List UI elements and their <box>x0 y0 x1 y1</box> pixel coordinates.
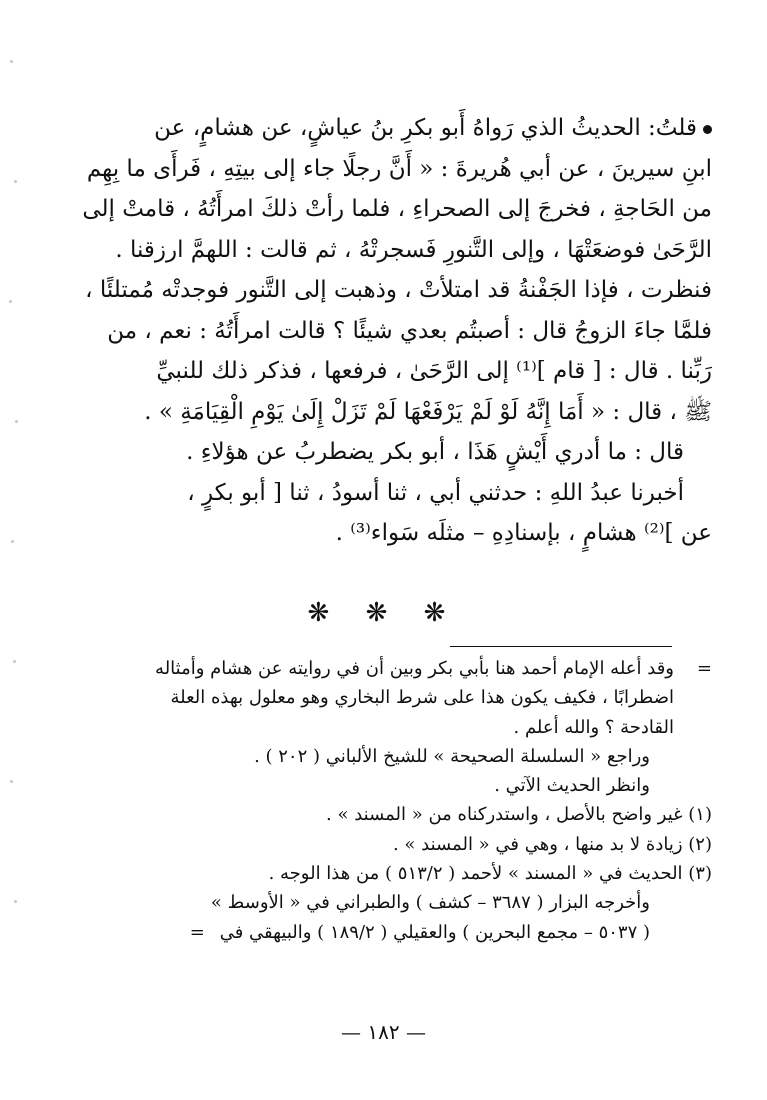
footnote-line: ( ٥٠٣٧ – مجمع البحرين ) والعقيلي ( ١٨٩/٢ ) والبيهقي في= <box>82 918 712 947</box>
paper-speck <box>9 300 12 303</box>
text-line: عن ]⁽²⁾ هشامٍ ، بإسنادِهِ – مثلَه سَواء⁽³⁾ . <box>335 520 712 546</box>
footnote-line: =وقد أعله الإمام أحمد هنا بأبي بكر وبين أن في روايته عن هشام وأمثاله <box>82 654 712 683</box>
paper-speck <box>15 420 18 423</box>
text-line: ابنِ سيرينَ ، عن أبي هُريرةَ : « أَنَّ رجلًا جاء إلى بيتِهِ ، فَرأَى ما بِهِم <box>86 155 712 182</box>
footnote-line: القادحة ؟ والله أعلم . <box>513 716 674 738</box>
paper-speck <box>14 900 17 903</box>
footnote-item: (١) غير واضح بالأصل ، واستدركناه من « المسند » . <box>326 804 712 826</box>
paper-speck <box>14 180 17 183</box>
section-separator: ❋ ❋ ❋ <box>307 598 460 628</box>
footnote-rule <box>450 646 672 647</box>
footnote-line: وأخرجه البزار ( ٣٦٨٧ – كشف ) والطبراني في « الأوسط » <box>210 892 650 914</box>
text-line: قال : ما أدري أَيْشٍ هَذَا ، أبو بكر يضطربُ عن هؤلاءِ . <box>186 439 684 465</box>
footnote-item: (٣) الحديث في « المسند » لأحمد ( ٥١٣/٢ ) من هذا الوجه . <box>268 863 712 885</box>
text-line: من الحَاجةِ ، فخرجَ إلى الصحراءِ ، فلما رأتْ ذلكَ امرأَتُهُ ، قامتْ إلى <box>82 196 712 222</box>
text-line: قلتُ: الحديثُ الذي رَواهُ أَبو بكرِ بنُ عياشٍ، عن هشامٍ، عن <box>82 108 712 149</box>
continues-marker: = <box>189 921 205 943</box>
text-line: ﷺ ، قال : « أَمَا إِنَّهُ لَوْ لَمْ يَرْفَعْهَا لَمْ تَزَلْ إِلَىٰ يَوْمِ الْقِيَامَةِ » . <box>144 398 712 425</box>
page-number: — ١٨٢ — <box>341 1020 426 1044</box>
main-text <box>82 108 712 554</box>
paper-speck <box>10 780 13 783</box>
footnote-line: اضطرابًا ، فكيف يكون هذا على شرط البخاري وهو معلول بهذه العلة <box>170 687 674 709</box>
text-line: فلمَّا جاءَ الزوجُ قال : أصبتُم بعدي شيئًا ؟ قالت امرأَتُهُ : نعم ، من <box>107 317 712 344</box>
paper-speck <box>11 540 14 543</box>
paper-speck <box>10 60 13 63</box>
text-line: فنظرت ، فإذا الجَفْنةُ قد امتلأتْ ، وذهبت إلى التَّنور فوجدتْه مُمتلئًا ، <box>85 277 712 303</box>
footnotes <box>82 654 712 947</box>
footnote-item: (٢) زيادة لا بد منها ، وهي في « المسند » . <box>392 833 712 855</box>
footnote-line: وراجع « السلسلة الصحيحة » للشيخ الألباني ( ٢٠٢ ) . <box>254 745 650 767</box>
text-line: الرَّحَىٰ فوضعَتْهَا ، وإلى التَّنورِ فَسجرتْهُ ، ثم قالت : اللهمَّ ارزقنا . <box>115 236 712 263</box>
text-line: أخبرنا عبدُ اللهِ : حدثني أبي ، ثنا أسودُ ، ثنا [ أبو بكرٍ ، <box>187 479 684 506</box>
paper-speck <box>13 660 16 663</box>
continued-marker: = <box>696 658 712 679</box>
footnote-line: وانظر الحديث الآتي . <box>494 775 650 797</box>
text-line: رَبِّنا . قال : [ قام ]⁽¹⁾ إلى الرَّحَىٰ ، فرفعها ، فذكر ذلك للنبيِّ <box>156 358 712 384</box>
bullet-icon <box>703 125 712 134</box>
